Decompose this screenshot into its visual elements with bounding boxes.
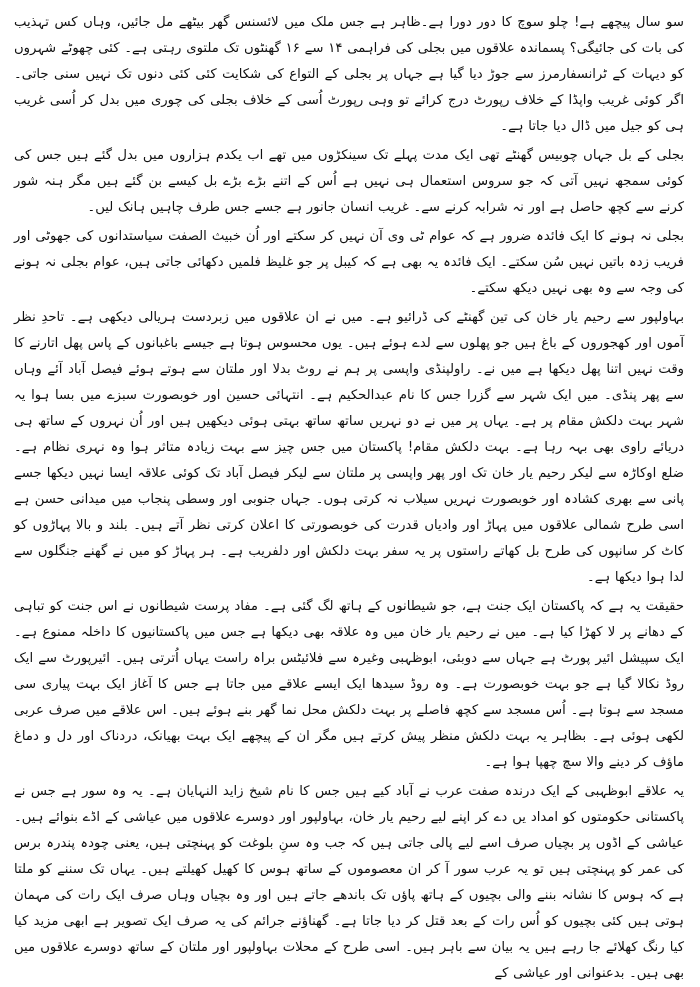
article-paragraph: بجلی کے بل جہاں چوبیس گھنٹے تھی ایک مدت پہلے تک سینکڑوں میں تھے اب یکدم ہزاروں میں بدل گئے ہیں جس کی کوئی سمجھ نہیں آتی کہ جو سروس استعمال ہی نہیں ہے اُس کے اتنے بڑے بڑے بل کیسے بن گئے ہیں مگر ہنہ شور کرنے سے کچھ حاصل ہے اور نہ شرابہ کرنے سے۔ غریب انسان جانور ہے جسے جس طرف چاہیں ہانک لیں۔ [14,148,684,215]
article-paragraph: بجلی نہ ہونے کا ایک فائدہ ضرور ہے کہ عوام ٹی وی آن نہیں کر سکتے اور اُن خبیث الصفت سیاستدانوں کی جھوٹی اور فریب زدہ باتیں نہیں سُن سکتے۔ ایک فائدہ یہ بھی ہے کہ کیبل پر جو غلیظ فلمیں دکھائی جاتی ہیں، عوام بجلی نہ ہونے کی وجہ سے وہ بھی نہیں دیکھ سکتے۔ [14,229,684,296]
article-paragraph: بہاولپور سے رحیم یار خان کی تین گھنٹے کی ڈرائیو ہے۔ میں نے ان علاقوں میں زبردست ہریالی دیکھی ہے۔ تاحدِ نظر آموں اور کھجوروں کے باغ ہیں جو پھلوں سے لدے ہوئے ہیں۔ یوں محسوس ہوتا ہے جیسے باغبانوں کے پاس پھل اتارنے کا وقت نہیں اتنا پھل دیکھا ہے میں نے۔ راولپنڈی واپسی پر ہم نے روٹ بدلا اور ملتان سے ہوتے ہوئے فیصل آباد آئے وہاں سے پھر پنڈی۔ میں ایک شہر سے گزرا جس کا نام عبدالحکیم ہے۔ انتہائی حسین اور خوبصورت سبزے میں بسا ہوا یہ شہر بہت دلکش مقام پر ہے۔ یہاں پر میں نے دو نہریں ساتھ ساتھ بہتی ہوئی دیکھیں ہیں اور اُن نہروں کے ساتھ ہی دریائے راوی بھی بہہ رہا ہے۔ بہت دلکش مقام! پاکستان میں جس چیز سے بہت زیادہ متاثر ہوا وہ نہری نظام ہے۔ ضلع اوکاڑہ سے لیکر رحیم یار خان تک اور پھر واپسی پر ملتان سے لیکر فیصل آباد تک کوئی علاقہ ایسا نہیں دیکھا جسے پانی سے بھری کشادہ اور خوبصورت نہریں سیلاب نہ کرتی ہوں۔ جہاں جنوبی اور وسطی پنجاب میں میدانی حسن ہے اسی طرح شمالی علاقوں میں پہاڑ اور وادیاں قدرت کی خوبصورتی کا اعلان کرتی نظر آتے ہیں۔ بلند و بالا پہاڑوں کو کاٹ کر سانپوں کی طرح بل کھاتے راستوں پر یہ سفر بہت دلکش اور دلفریب ہے۔ ہر پہاڑ کو میں نے گھنے جنگلوں سے لدا ہوا دیکھا ہے۔ [14,310,684,585]
article-paragraph: حقیقت یہ ہے کہ پاکستان ایک جنت ہے، جو شیطانوں کے ہاتھ لگ گئی ہے۔ مفاد پرست شیطانوں نے اس جنت کو تباہی کے دھانے پر لا کھڑا کیا ہے۔ میں نے رحیم یار خان میں وہ علاقہ بھی دیکھا ہے جس میں پاکستانیوں کا داخلہ ممنوع ہے۔ ایک سپیشل ائیر پورٹ ہے جہاں سے دوبئی، ابوظہبی وغیرہ سے فلائیٹس براہ راست یہاں اُترتی ہیں۔ ائیرپورٹ سے ایک روڈ نکالا گیا ہے جو بہت خوبصورت ہے۔ وہ روڈ سیدھا ایک ایسے علاقے میں جاتا ہے جس کا آغاز ایک بہت پیاری سی مسجد سے ہوتا ہے۔ اُس مسجد سے کچھ فاصلے پر بہت دلکش محل نما گھر بنے ہوئے ہیں۔ اس علاقے میں صرف عربی لکھی ہوئی ہے۔ بظاہر یہ بہت دلکش منظر پیش کرتے ہیں مگر ان کے پیچھے ایک بہت بھیانک، دردناک اور دل و دماغ ماؤف کر دینے والا سچ چھپا ہوا ہے۔ [14,599,684,770]
article-paragraph: سو سال پیچھے ہے! چلو سوچ کا دور دورا ہے۔ظاہر ہے جس ملک میں لائسنس گھر بیٹھے مل جائیں، وہاں کس تہذیب کی بات کی جائیگی؟ پسماندہ علاقوں میں بجلی کی فراہمی ۱۴ سے ۱۶ گھنٹوں تک ملتوی رہتی ہے۔ کئی چھوٹے شہروں کو دیہات کے ٹرانسفارمرز سے جوڑ دیا گیا ہے جہاں پر بجلی کے التواع کی شکایت کئی کئی دنوں تک نہیں سنی جاتی۔ اگر کوئی غریب واپڈا کے خلاف رپورٹ درج کرائے تو وہی رپورٹ اُسی کے خلاف بجلی کی چوری میں بدل کر اُسی غریب ہی کو جیل میں ڈال دیا جاتا ہے۔ [14,15,684,134]
article-paragraph: یہ علاقے ابوظہبی کے ایک درندہ صفت عرب نے آباد کیے ہیں جس کا نام شیخ زاید النہایان ہے۔ یہ وہ سور ہے جس نے پاکستانی حکومتوں کو امداد یں دے کر اپنے لیے رحیم یار خان، بہاولپور اور دوسرے علاقوں میں عیاشی کے اڈے بنوائے ہیں۔ عیاشی کے اڈوں پر بچیاں صرف اسے لیے پالی جاتی ہیں کہ جب وہ سنِ بلوغت کو پہنچتی ہیں، یعنی چودہ پندرہ برس کی عمر کو پہنچتی ہیں تو یہ عرب سور آ کر ان معصوموں کے ساتھ ہوس کا کھیل کھیلتے ہیں۔ یہاں تک سننے کو ملتا ہے کہ ہوس کا نشانہ بننے والی بچیوں کے ہاتھ پاؤں تک باندھے جاتے ہیں اور وہ بچیاں وہاں صرف ایک رات کی مہمان ہوتی ہیں کئی بچیوں کو اُس رات کے بعد قتل کر دیا جاتا ہے۔ گھناؤنے جرائم کی یہ صرف ایک تصویر ہے ابھی مزید کیا کیا رنگ کھلائے جا رہے ہیں یہ بیان سے باہر ہیں۔ اسی طرح کے محلات بہاولپور اور ملتان کے ساتھ دوسرے علاقوں میں بھی ہیں۔ بدعنوانی اور عیاشی کے [14,784,684,981]
